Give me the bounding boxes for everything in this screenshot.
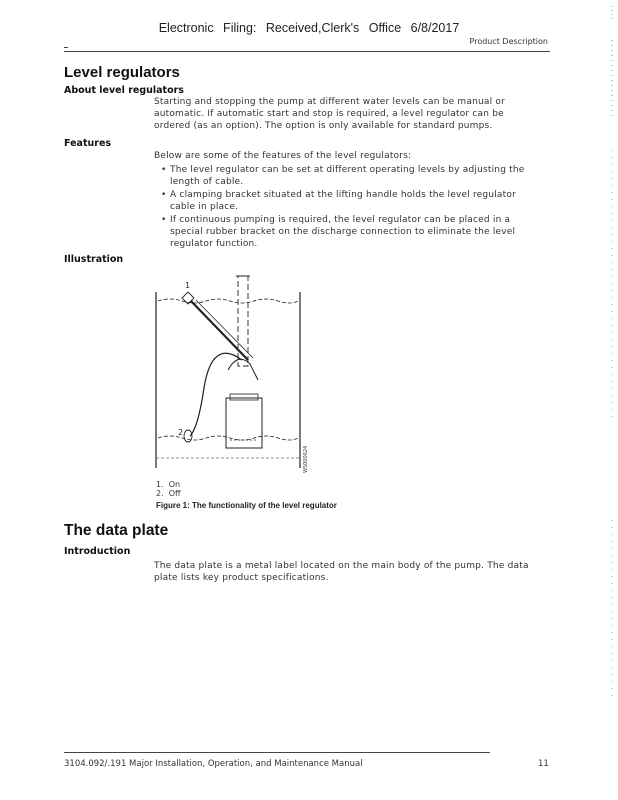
figure-caption: Figure 1: The functionality of the level regulator — [156, 501, 337, 510]
footer-rule — [64, 752, 490, 753]
figure-code: WS000024 — [303, 445, 309, 473]
footer-manual-title: 3104.092/.191 Major Installation, Operation, and Maintenance Manual — [64, 759, 363, 769]
running-header: Product Description — [469, 37, 548, 46]
introduction-paragraph — [154, 560, 544, 584]
figure-label-1: 1 — [185, 281, 191, 290]
section-title-level-regulators: Level regulators — [64, 64, 180, 81]
intro-line: plate lists key product specifications. — [154, 573, 329, 583]
header-tick — [64, 47, 68, 48]
subheading-features: Features — [64, 138, 112, 149]
features-intro: Below are some of the features of the level regulators: — [154, 151, 412, 161]
legend-item-on: 1. On — [156, 480, 181, 489]
subheading-introduction: Introduction — [64, 546, 131, 557]
feature-line: regulator function. — [170, 239, 258, 249]
about-line: Starting and stopping the pump at different water levels can be manual or — [154, 97, 505, 107]
feature-line: • A clamping bracket situated at the lifting handle holds the level regulator — [170, 190, 516, 200]
header-rule — [64, 51, 550, 52]
feature-line: • The level regulator can be set at different operating levels by adjusting the — [170, 165, 525, 175]
features-list — [160, 164, 544, 250]
legend-item-off: 2. Off — [156, 489, 181, 498]
list-item — [160, 164, 544, 188]
margin-scan-marks — [609, 0, 615, 800]
features-block — [154, 150, 544, 251]
filing-stamp: Electronic Filing: Received,Clerk's Office 6/8/2017 — [158, 21, 460, 35]
page-number: 11 — [538, 759, 549, 769]
about-line: automatic. If automatic start and stop is required, a level regulator can be — [154, 109, 504, 119]
intro-line: The data plate is a metal label located on the main body of the pump. The data — [154, 561, 529, 571]
subheading-about: About level regulators — [64, 85, 184, 96]
list-item — [160, 189, 544, 213]
figure-label-2: 2 — [178, 428, 184, 437]
subheading-illustration: Illustration — [64, 254, 124, 265]
section-title-data-plate: The data plate — [64, 522, 169, 539]
feature-line: • If continuous pumping is required, the level regulator can be placed in a — [170, 215, 511, 225]
list-item — [160, 214, 544, 250]
feature-line: length of cable. — [170, 177, 244, 187]
figure-legend — [156, 480, 181, 498]
about-line: ordered (as an option). The option is only available for standard pumps. — [154, 121, 493, 131]
feature-line: cable in place. — [170, 202, 239, 212]
about-paragraph — [154, 96, 544, 132]
level-regulator-illustration — [150, 268, 320, 480]
feature-line: special rubber bracket on the discharge connection to eliminate the level — [170, 227, 516, 237]
